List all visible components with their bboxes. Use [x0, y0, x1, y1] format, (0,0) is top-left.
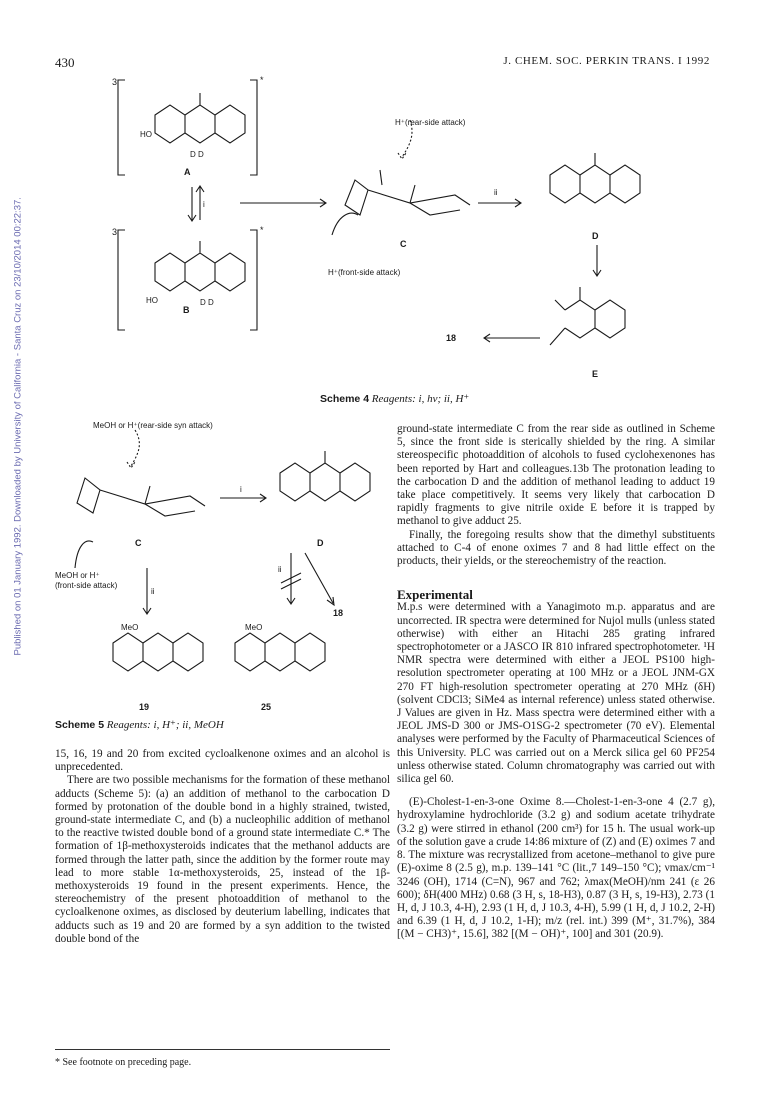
- download-note-text: Published on 01 January 1992. Downloaded by University of California - Santa Cruz on 23/10/2014 00:22:37.: [12, 197, 24, 656]
- scheme-4-label: Scheme 4: [320, 393, 370, 405]
- product-18-label: 18: [446, 333, 457, 343]
- scheme-5-caption: [55, 718, 224, 731]
- excited-star-a: *: [260, 75, 264, 85]
- label-e: E: [592, 369, 599, 379]
- journal-header: J. CHEM. SOC. PERKIN TRANS. I 1992: [503, 55, 710, 67]
- svg-text:D D: D D: [190, 150, 204, 159]
- front-attack-label-2: (front-side attack): [55, 581, 118, 590]
- scheme-4-figure: [110, 75, 720, 395]
- scheme-4-reagents: Reagents: i, hν; ii, H⁺: [371, 393, 470, 405]
- label-b: B: [183, 305, 190, 315]
- right-paragraph-1: ground-state intermediate C from the rear side as outlined in Scheme 5, since the front side is sterically shielded by the ring. A similar stereospecific photoaddition of alcohols to fused cyclohexenones has been reported by Hart and colleagues.13b The protonation leading to the carbocation D and the addition of methanol leading to adduct 19 take place competitively. It seems very likely that carbocation D rapidly fragments to give nitrile oxide E before it is trapped by methanol to give adduct 25.: [397, 423, 715, 528]
- scheme-5-label: Scheme 5: [55, 719, 105, 731]
- left-column: [55, 748, 390, 946]
- scheme-4-caption: [320, 392, 469, 405]
- s5-product-18: 18: [333, 608, 344, 618]
- scheme-5-figure: [55, 418, 385, 718]
- s5-step-i: i: [240, 485, 242, 494]
- s5-label-d: D: [317, 538, 324, 548]
- left-paragraph-2: There are two possible mechanisms for the formation of these methanol adducts (Scheme 5): (a) an addition of methanol to the carbocation D formed by protonation of the double bond in a highly strained, twisted, ground-state intermediate C, and (b) a nucleophilic addition of methanol to the reactive twisted double bond of a ground state intermediate C.* The formation of 1β-methoxysteroids indicates that the methanol adducts are formed through the latter path, since the addition by the former route may lead to more stable 1α-methoxysteroids, 25, instead of the 1β-methoxysteroids 19 found in the present experiments. Hence, the stereochemistry of the present photoaddition of methanol to the cycloalkenone oximes, as disclosed by deuterium labelling, indicates that adducts such as 19 and 20 are formed by a syn addition to the twisted double bond of the: [55, 774, 390, 945]
- meo-label-25: MeO: [245, 623, 263, 632]
- svg-text:HO: HO: [140, 130, 152, 139]
- bracket-number-b: 3: [112, 227, 118, 237]
- right-column: [397, 423, 715, 942]
- front-attack-label-1: MeOH or H⁺: [55, 571, 100, 580]
- footnote-rule: [55, 1049, 390, 1050]
- svg-text:HO: HO: [146, 296, 158, 305]
- left-paragraph-1: 15, 16, 19 and 20 from excited cycloalkenone oximes and an alcohol is unprecedented.: [55, 748, 390, 774]
- scheme-5-reagents: Reagents: i, H⁺; ii, MeOH: [106, 719, 224, 731]
- product-19-label: 19: [139, 702, 150, 712]
- download-watermark: [8, 100, 22, 660]
- step-ii-label: ii: [494, 188, 498, 197]
- excited-star-b: *: [260, 225, 264, 235]
- right-paragraph-4: (E)-Cholest-1-en-3-one Oxime 8.—Cholest-1-en-3-one 4 (2.7 g), hydroxylamine hydrochloride (3.2 g) and sodium acetate trihydrate (3.2 g) were stirred in ethanol (200 cm³) for 15 h. The usual work-up of the solution gave a crude 14:86 mixture of (Z) and (E) oximes 7 and 8. The mixture was recrystallized from acetone–methanol to give pure (E)-oxime 8 (2.5 g), m.p. 139–141 °C (lit.,7 149–150 °C); νmax/cm⁻¹ 3246 (OH), 1714 (C=N), 967 and 762; λmax(MeOH)/nm 241 (ε 26 600); δH(400 MHz) 0.68 (3 H, s, 18-H3), 0.87 (3 H, s, 19-H3), 2.73 (1 H, d, J 10.3, 4-H), 2.93 (1 H, d, J 10.3, 4-H), 5.99 (1 H, d, J 10.2, 2-H) and 6.39 (1 H, d, J 10.2, 1-H); m/z (rel. int.) 399 (M⁺, 31.7%), 384 [(M − CH3)⁺, 15.6], 382 [(M − OH)⁺, 100] and 301 (20.9).: [397, 796, 715, 941]
- label-a: A: [184, 167, 191, 177]
- label-d: D: [592, 231, 599, 241]
- step-i-label: i: [203, 200, 205, 209]
- meo-label-19: MeO: [121, 623, 139, 632]
- front-attack-label: H⁺(front-side attack): [328, 268, 401, 277]
- syn-attack-label: MeOH or H⁺(rear-side syn attack): [93, 421, 213, 430]
- footnote: * See footnote on preceding page.: [55, 1057, 192, 1068]
- s5-step-ii-left: ii: [151, 587, 155, 596]
- page-number: 430: [55, 55, 75, 70]
- bracket-number-a: 3: [112, 77, 118, 87]
- rear-attack-label: H⁺(rear-side attack): [395, 118, 466, 127]
- right-paragraph-3: M.p.s were determined with a Yanagimoto m.p. apparatus and are uncorrected. IR spectra were determined for Nujol mulls (unless stated otherwise) with either an Hitachi 285 grating infrared spectrophotometer or a JASCO IR 810 infrared spectrophotometer. ¹H NMR spectra were determined with either a JEOL PS100 high-resolution spectrometer operating at 100 MHz or a JEOL JNM-GX 270 FT high-resolution spectrometer operating at 270 MHz (δH) (solvent CDCl3; SiMe4 as internal reference) unless stated otherwise. J Values are given in Hz. Mass spectra were determined either with a JEOL JMS-D 300 or JMS-O1SG-2 spectrometer (70 eV). Elemental analyses were performed by the Faculty of Pharmaceutical Sciences of this University. PLC was carried out on a Merck silica gel 60 PF254 unless otherwise stated. Column chromatography was carried out with silica gel 60.: [397, 601, 715, 786]
- svg-text:D D: D D: [200, 298, 214, 307]
- product-25-label: 25: [261, 702, 272, 712]
- experimental-heading: Experimental: [397, 587, 473, 603]
- s5-step-ii-right: ii: [278, 565, 282, 574]
- label-c: C: [400, 239, 407, 249]
- s5-label-c: C: [135, 538, 142, 548]
- right-paragraph-2: Finally, the foregoing results show that the dimethyl substituents attached to C-4 of enone oximes 7 and 8 had little effect on the products, their yields, or the stereochemistry of the reaction.: [397, 528, 715, 568]
